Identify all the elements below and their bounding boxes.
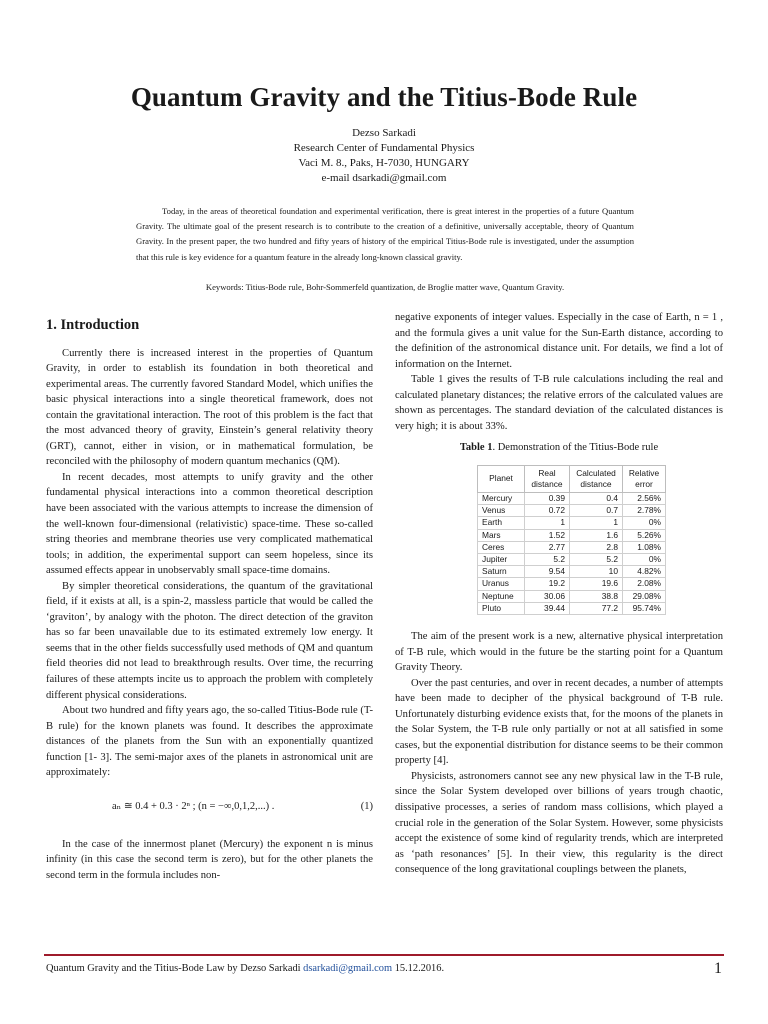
after-table-text	[395, 629, 723, 878]
author-block	[0, 126, 768, 186]
footer-text: Quantum Gravity and the Titius-Bode Law by Dezso Sarkadi	[46, 963, 301, 974]
table-row	[478, 578, 666, 590]
value-cell: 5.2	[525, 553, 570, 565]
planet-cell: Neptune	[478, 590, 525, 602]
table-header: Relative error	[623, 465, 666, 492]
table-body	[478, 492, 666, 614]
planet-cell: Mars	[478, 529, 525, 541]
author-address: Vaci M. 8., Paks, H-7030, HUNGARY	[298, 157, 470, 169]
value-cell: 2.56%	[623, 492, 666, 504]
value-cell: 19.6	[570, 578, 623, 590]
paragraph: Physicists, astronomers cannot see any new physical law in the T-B rule, since the Solar System developed over billions of years trough chaotic, dissipative processes, a series of random mass collisions, which played a crucial role in the generation of the Solar System. However, some physicists accept the existence of some kind of regularity trends, which are interpreted as ‘path resonances’ [5]. In their view, this regularity is the direct consequence of the long gravitational couplings between the planets,	[395, 770, 723, 876]
value-cell: 4.82%	[623, 566, 666, 578]
value-cell: 5.2	[570, 553, 623, 565]
left-column	[46, 316, 373, 884]
value-cell: 95.74%	[623, 602, 666, 614]
equation-expression: aₙ ≅ 0.4 + 0.3 · 2ⁿ ; (n = −∞,0,1,2,...) .	[112, 800, 275, 812]
paragraph: In recent decades, most attempts to unify gravity and the other fundamental physical interactions into a common theoretical description have been associated with the various attempts to increase the dimension of the well-known four-dimensional (relativistic) space-time. These so-called string theories and membrane theories use very complicated mathematical tools; in addition, the experimental support can seem hopeless, since its assumed effects appear in unobservably small space-time domains.	[46, 471, 373, 577]
value-cell: 29.08%	[623, 590, 666, 602]
footer-email-link[interactable]: dsarkadi@gmail.com	[303, 963, 393, 974]
table-row	[478, 505, 666, 517]
value-cell: 0.39	[525, 492, 570, 504]
paragraph: Currently there is increased interest in the properties of Quantum Gravity, in order to establish its foundation in both theoretical and experimental areas. The currently favored Standard Model, which unifies the basic physical interactions into a single theoretical framework, does not contain the gravitational interaction. The root of this problem is the fact that the most advanced theory of gravity, Einstein’s general relativity theory (GRT), cannot, either in vision, or in mathematical formulation, be reconciled with the philosophy of modern quantum mechanics (QM).	[46, 347, 373, 468]
paragraph: The aim of the present work is a new, alternative physical interpretation of T-B rule, which would in the future be the starting point for a Quantum Gravity Theory.	[395, 630, 723, 674]
value-cell: 1.08%	[623, 541, 666, 553]
table-row	[478, 602, 666, 614]
value-cell: 2.77	[525, 541, 570, 553]
table-row	[478, 529, 666, 541]
table-row	[478, 590, 666, 602]
table-row	[478, 566, 666, 578]
author-email: e-mail dsarkadi@gmail.com	[321, 172, 447, 184]
value-cell: 0.7	[570, 505, 623, 517]
value-cell: 2.08%	[623, 578, 666, 590]
table-header: Real distance	[525, 465, 570, 492]
keywords: Keywords: Titius-Bode rule, Bohr-Sommerfeld quantization, de Broglie matter wave, Quantum Gravity.	[205, 282, 565, 292]
value-cell: 2.8	[570, 541, 623, 553]
equation-number: (1)	[360, 800, 373, 812]
table-row	[478, 492, 666, 504]
author-name: Dezso Sarkadi	[352, 127, 416, 139]
planet-cell: Mercury	[478, 492, 525, 504]
abstract	[136, 204, 634, 265]
planet-cell: Jupiter	[478, 553, 525, 565]
value-cell: 5.26%	[623, 529, 666, 541]
value-cell: 0%	[623, 553, 666, 565]
table-row	[478, 517, 666, 529]
table-header: Calculated distance	[570, 465, 623, 492]
planet-cell: Ceres	[478, 541, 525, 553]
value-cell: 2.78%	[623, 505, 666, 517]
paragraph: About two hundred and fifty years ago, the so-called Titius-Bode rule (T-B rule) for the known planets was found. It describes the approximate distances of the planets from the Sun with an exponentially quantized function [1- 3]. The semi-major axes of the planets in astronomical unit are approximately:	[46, 705, 373, 779]
page-number: 1	[714, 960, 722, 977]
footer-date: 15.12.2016.	[394, 963, 445, 974]
table-caption	[395, 440, 723, 456]
value-cell: 1	[570, 517, 623, 529]
planet-cell: Saturn	[478, 566, 525, 578]
value-cell: 1.6	[570, 529, 623, 541]
value-cell: 38.8	[570, 590, 623, 602]
equation	[46, 799, 373, 819]
table-row	[478, 541, 666, 553]
abstract-text: Today, in the areas of theoretical foundation and experimental verification, there is great interest in the properties of a future Quantum Gravity. The ultimate goal of the present research is to contribute to the creation of a definitive, universally acceptable, theory of Quantum Gravity. In the present paper, the two hundred and fifty years of history of the empirical Titius-Bode rule is investigated, under the assumption that this rule is key evidence for a quantum feature in the already long-known classical gravity.	[136, 206, 634, 262]
planet-cell: Uranus	[478, 578, 525, 590]
planet-cell: Earth	[478, 517, 525, 529]
right-column	[395, 310, 723, 878]
paragraph: Over the past centuries, and over in recent decades, a number of attempts have been made to decipher of the physical background of T-B rule. Unfortunately disturbing evidence exists that, for the moons of the planets in the Solar System, the T-B rule only partially or not at all satisfied in some cases, but the exponential distribution for distance seems to be their common property [4].	[395, 677, 723, 767]
value-cell: 9.54	[525, 566, 570, 578]
table-row	[478, 553, 666, 565]
value-cell: 19.2	[525, 578, 570, 590]
value-cell: 0%	[623, 517, 666, 529]
value-cell: 1	[525, 517, 570, 529]
planet-cell: Pluto	[478, 602, 525, 614]
table-caption-text: . Demonstration of the Titius-Bode rule	[492, 442, 659, 454]
section-heading: 1. Introduction	[46, 317, 140, 333]
value-cell: 30.06	[525, 590, 570, 602]
table-header: Planet	[478, 465, 525, 492]
paragraph: By simpler theoretical considerations, the quantum of the gravitational field, if it exists at all, is a spin-2, massless particle that would be called the ‘graviton’, by analogy with the photon. The direct detection of the graviton has so far been unavailable due to its estimated extremely low energy. It seems that in the other fields successfully used methods of QM and quantum field theories did not lead to breakthrough results. Over time, the recurring failures of these attempts incite us to approach the problem with completely different physical considerations.	[46, 580, 373, 701]
table-caption-label: Table 1	[459, 442, 493, 454]
paragraph: negative exponents of integer values. Especially in the case of Earth, n = 1 , and the formula gives a unit value for the Sun-Earth distance, according to the definition of the astronomical distance unit. For details, we find a lot of information on the Internet.	[395, 312, 723, 370]
author-affiliation: Research Center of Fundamental Physics	[293, 142, 475, 154]
value-cell: 0.72	[525, 505, 570, 517]
value-cell: 77.2	[570, 602, 623, 614]
value-cell: 1.52	[525, 529, 570, 541]
value-cell: 10	[570, 566, 623, 578]
paragraph: Table 1 gives the results of T-B rule calculations including the real and calculated planetary distances; the relative errors of the calculated values are shown as percentages. The standard deviation of the calculated distances is very high; it is about 33%.	[395, 374, 723, 432]
planet-cell: Venus	[478, 505, 525, 517]
paragraph: In the case of the innermost planet (Mercury) the exponent n is minus infinity (in this case the second term is zero), but for the other planets the second term in the formula includes non-	[46, 838, 373, 881]
value-cell: 0.4	[570, 492, 623, 504]
titius-bode-table	[477, 465, 666, 615]
paper-title: Quantum Gravity and the Titius-Bode Rule	[130, 82, 638, 112]
value-cell: 39.44	[525, 602, 570, 614]
footer-divider	[44, 954, 724, 956]
page-footer	[46, 963, 444, 974]
